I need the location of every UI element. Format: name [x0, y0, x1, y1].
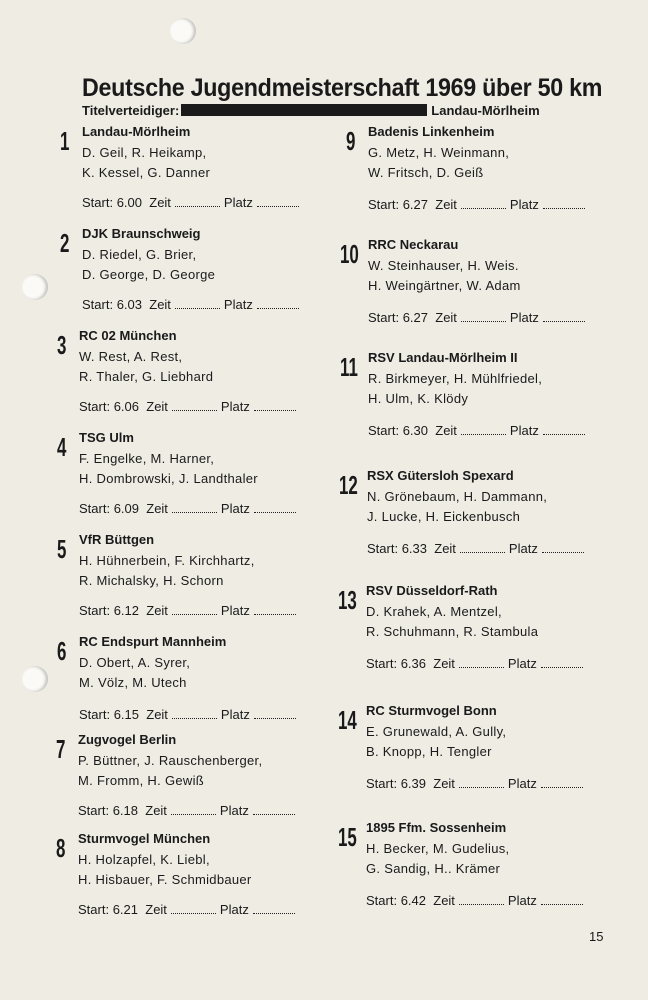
team-club: TSG Ulm: [79, 430, 134, 445]
riders-line-1: D. Geil, R. Heikamp,: [82, 145, 207, 160]
start-time-line: [368, 310, 638, 326]
team-riders: [366, 839, 636, 879]
time-label: Zeit: [433, 893, 455, 908]
riders-line-1: G. Metz, H. Weinmann,: [368, 145, 510, 160]
start-time-line: [79, 603, 349, 619]
riders-line-2: J. Lucke, H. Eickenbusch: [367, 509, 521, 524]
place-label: Platz: [220, 707, 250, 722]
place-label: Platz: [220, 501, 250, 516]
riders-line-1: P. Büttner, J. Rauschenberger,: [78, 753, 263, 768]
place-label: Platz: [507, 656, 537, 671]
start-label: Start:: [366, 893, 398, 908]
riders-line-2: M. Fromm, H. Gewiß: [78, 773, 205, 788]
team-riders: [368, 369, 638, 409]
team-entry: [57, 532, 349, 619]
team-riders: [82, 143, 352, 183]
time-label: Zeit: [146, 399, 168, 414]
start-time: 6.09: [113, 501, 140, 516]
riders-line-2: H. Weingärtner, W. Adam: [368, 278, 521, 293]
time-blank: [172, 502, 217, 513]
start-label: Start:: [368, 197, 400, 212]
team-club: DJK Braunschweig: [82, 226, 201, 241]
start-time: 6.30: [402, 423, 429, 438]
start-label: Start:: [79, 603, 111, 618]
team-number: 4: [57, 432, 67, 462]
team-riders: [78, 751, 348, 791]
riders-line-1: W. Steinhauser, H. Weis.: [368, 258, 519, 273]
start-time: 6.36: [400, 656, 427, 671]
time-blank: [172, 400, 217, 411]
defender-club: Landau-Mörlheim: [431, 103, 540, 118]
start-time-line: [367, 541, 637, 557]
team-entry: [346, 124, 638, 213]
riders-line-2: H. Hisbauer, F. Schmidbauer: [78, 872, 252, 887]
time-blank: [175, 196, 220, 207]
place-label: Platz: [509, 423, 539, 438]
place-blank: [257, 196, 299, 207]
place-blank: [542, 542, 584, 553]
riders-line-2: B. Knopp, H. Tengler: [366, 744, 492, 759]
title-defender-line: [82, 103, 540, 118]
team-club: 1895 Ffm. Sossenheim: [366, 820, 507, 835]
time-blank: [461, 198, 506, 209]
time-blank: [172, 604, 217, 615]
start-label: Start:: [78, 902, 110, 917]
place-label: Platz: [219, 803, 249, 818]
riders-line-1: H. Becker, M. Gudelius,: [366, 841, 510, 856]
punch-hole-middle: [22, 274, 48, 300]
riders-line-2: W. Fritsch, D. Geiß: [368, 165, 484, 180]
team-number: 8: [56, 833, 66, 863]
time-label: Zeit: [145, 902, 167, 917]
start-label: Start:: [367, 541, 399, 556]
place-label: Platz: [508, 541, 538, 556]
riders-line-2: D. George, D. George: [82, 267, 216, 282]
start-time-line: [79, 501, 349, 517]
team-club: VfR Büttgen: [79, 532, 155, 547]
start-time-line: [366, 656, 636, 672]
team-riders: [79, 347, 349, 387]
place-label: Platz: [509, 310, 539, 325]
riders-line-1: R. Birkmeyer, H. Mühlfriedel,: [368, 371, 543, 386]
place-label: Platz: [220, 603, 250, 618]
team-number: 12: [339, 470, 358, 500]
start-time: 6.03: [116, 297, 143, 312]
riders-line-1: D. Obert, A. Syrer,: [79, 655, 191, 670]
team-number: 7: [56, 734, 66, 764]
team-riders: [366, 722, 636, 762]
team-entry: [338, 703, 636, 792]
place-blank: [254, 708, 296, 719]
start-time-line: [368, 423, 638, 439]
start-time-line: [78, 902, 348, 918]
riders-line-1: H. Holzapfel, K. Liebl,: [78, 852, 210, 867]
place-blank: [543, 198, 585, 209]
time-label: Zeit: [145, 803, 167, 818]
start-label: Start:: [79, 501, 111, 516]
time-label: Zeit: [434, 541, 456, 556]
riders-line-1: D. Riedel, G. Brier,: [82, 247, 197, 262]
time-label: Zeit: [149, 195, 171, 210]
team-club: Zugvogel Berlin: [78, 732, 177, 747]
start-label: Start:: [79, 399, 111, 414]
start-time: 6.42: [400, 893, 427, 908]
team-entry: [340, 350, 638, 439]
start-label: Start:: [366, 656, 398, 671]
time-blank: [459, 657, 504, 668]
team-entry: [339, 468, 637, 557]
start-time: 6.27: [402, 197, 429, 212]
riders-line-2: M. Völz, M. Utech: [79, 675, 187, 690]
riders-line-1: D. Krahek, A. Mentzel,: [366, 604, 502, 619]
place-blank: [254, 400, 296, 411]
place-blank: [541, 894, 583, 905]
start-time-line: [82, 297, 352, 313]
place-blank: [257, 298, 299, 309]
team-club: RSV Landau-Mörlheim II: [368, 350, 518, 365]
team-club: RC Endspurt Mannheim: [79, 634, 227, 649]
time-blank: [461, 311, 506, 322]
start-time: 6.06: [113, 399, 140, 414]
start-label: Start:: [366, 776, 398, 791]
team-number: 2: [60, 228, 70, 258]
start-time: 6.00: [116, 195, 143, 210]
riders-line-2: K. Kessel, G. Danner: [82, 165, 211, 180]
riders-line-1: F. Engelke, M. Harner,: [79, 451, 215, 466]
riders-line-1: N. Grönebaum, H. Dammann,: [367, 489, 548, 504]
time-blank: [171, 804, 216, 815]
riders-line-2: R. Michalsky, H. Schorn: [79, 573, 224, 588]
time-label: Zeit: [146, 501, 168, 516]
redaction-bar: [181, 104, 427, 116]
time-blank: [459, 894, 504, 905]
riders-line-1: E. Grunewald, A. Gully,: [366, 724, 507, 739]
start-label: Start:: [82, 297, 114, 312]
place-label: Platz: [223, 195, 253, 210]
place-blank: [253, 903, 295, 914]
time-blank: [171, 903, 216, 914]
place-label: Platz: [507, 893, 537, 908]
team-number: 13: [338, 585, 357, 615]
place-label: Platz: [223, 297, 253, 312]
start-label: Start:: [78, 803, 110, 818]
place-label: Platz: [507, 776, 537, 791]
team-riders: [367, 487, 637, 527]
team-number: 15: [338, 822, 357, 852]
start-label: Start:: [368, 310, 400, 325]
time-label: Zeit: [146, 707, 168, 722]
time-blank: [172, 708, 217, 719]
page-title: Deutsche Jugendmeisterschaft 1969 über 50 km: [82, 74, 603, 102]
time-label: Zeit: [435, 423, 457, 438]
time-label: Zeit: [435, 310, 457, 325]
time-label: Zeit: [433, 656, 455, 671]
team-riders: [79, 653, 349, 693]
start-time-line: [79, 707, 349, 723]
start-label: Start:: [82, 195, 114, 210]
riders-line-1: W. Rest, A. Rest,: [79, 349, 183, 364]
team-club: Landau-Mörlheim: [82, 124, 191, 139]
place-label: Platz: [509, 197, 539, 212]
team-entry: [56, 732, 348, 819]
team-number: 3: [57, 330, 67, 360]
team-entry: [57, 430, 349, 517]
team-entry: [56, 831, 348, 918]
team-riders: [78, 850, 348, 890]
time-blank: [461, 424, 506, 435]
start-time-line: [368, 197, 638, 213]
start-time: 6.27: [402, 310, 429, 325]
start-time: 6.12: [113, 603, 140, 618]
team-number: 1: [60, 126, 70, 156]
team-club: Sturmvogel München: [78, 831, 211, 846]
start-time-line: [366, 893, 636, 909]
start-time-line: [366, 776, 636, 792]
team-entry: [338, 820, 636, 909]
team-number: 11: [340, 352, 358, 382]
start-time-line: [78, 803, 348, 819]
place-label: Platz: [220, 399, 250, 414]
punch-hole-bottom: [22, 666, 48, 692]
team-club: Badenis Linkenheim: [368, 124, 495, 139]
team-club: RRC Neckarau: [368, 237, 459, 252]
place-blank: [254, 604, 296, 615]
start-label: Start:: [79, 707, 111, 722]
start-time: 6.39: [400, 776, 427, 791]
start-time-line: [82, 195, 352, 211]
time-blank: [459, 777, 504, 788]
team-riders: [368, 256, 638, 296]
start-time-line: [79, 399, 349, 415]
team-entry: [57, 634, 349, 723]
team-riders: [79, 551, 349, 591]
place-blank: [541, 777, 583, 788]
riders-line-2: H. Ulm, K. Klödy: [368, 391, 469, 406]
start-time: 6.21: [112, 902, 139, 917]
page-number: 15: [589, 929, 604, 944]
team-riders: [79, 449, 349, 489]
team-riders: [366, 602, 636, 642]
time-label: Zeit: [433, 776, 455, 791]
place-blank: [543, 311, 585, 322]
team-riders: [368, 143, 638, 183]
start-label: Start:: [368, 423, 400, 438]
team-entry: [338, 583, 636, 672]
riders-line-2: R. Schuhmann, R. Stambula: [366, 624, 539, 639]
place-blank: [254, 502, 296, 513]
team-club: RC 02 München: [79, 328, 177, 343]
start-time: 6.33: [401, 541, 428, 556]
riders-line-2: G. Sandig, H.. Krämer: [366, 861, 501, 876]
time-blank: [460, 542, 505, 553]
team-entry: [340, 237, 638, 326]
defender-label: Titelverteidiger:: [82, 103, 180, 118]
place-blank: [253, 804, 295, 815]
team-number: 9: [346, 126, 356, 156]
place-blank: [541, 657, 583, 668]
place-blank: [543, 424, 585, 435]
punch-hole-top: [170, 18, 196, 44]
team-number: 14: [338, 705, 357, 735]
team-club: RSV Düsseldorf-Rath: [366, 583, 498, 598]
time-label: Zeit: [149, 297, 171, 312]
team-entry: [57, 328, 349, 415]
start-time: 6.18: [112, 803, 139, 818]
riders-line-2: R. Thaler, G. Liebhard: [79, 369, 214, 384]
team-number: 6: [57, 636, 67, 666]
riders-line-2: H. Dombrowski, J. Landthaler: [79, 471, 258, 486]
team-club: RC Sturmvogel Bonn: [366, 703, 497, 718]
team-number: 5: [57, 534, 67, 564]
team-riders: [82, 245, 352, 285]
team-number: 10: [340, 239, 359, 269]
start-time: 6.15: [113, 707, 140, 722]
team-entry: [60, 226, 352, 313]
time-label: Zeit: [146, 603, 168, 618]
team-club: RSX Gütersloh Spexard: [367, 468, 514, 483]
time-blank: [175, 298, 220, 309]
time-label: Zeit: [435, 197, 457, 212]
team-entry: [60, 124, 352, 211]
riders-line-1: H. Hühnerbein, F. Kirchhartz,: [79, 553, 255, 568]
place-label: Platz: [219, 902, 249, 917]
